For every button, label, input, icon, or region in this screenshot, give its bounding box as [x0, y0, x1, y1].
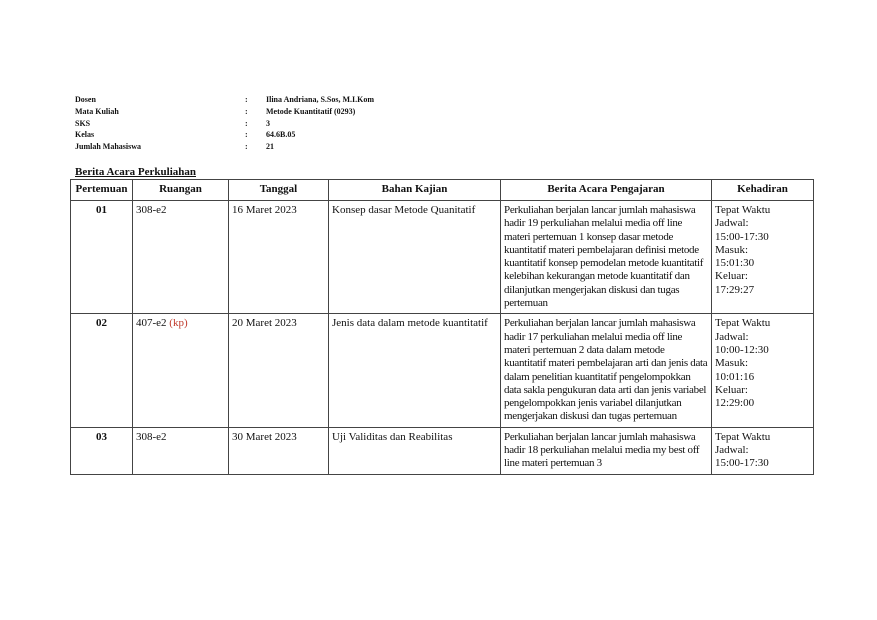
- info-colon: :: [245, 142, 248, 152]
- meeting-number: 02: [71, 314, 133, 427]
- report: Perkuliahan berjalan lancar jumlah mahasiswa hadir 17 perkuliahan melalui media off line materi pertemuan 2 data dalam metode kuantitatif materi pembelajaran arti dan jenis data dalam penelitian kuantitatif pengelompokkan data sakla pengukuran data arti dan jenis variabel pengelompokkan jenis variabel dilanjutkan mengerjakan diskusi dan tugas pertemuan: [501, 314, 712, 427]
- info-colon: :: [245, 106, 248, 116]
- checkin-label: Masuk:: [715, 243, 748, 256]
- info-row-kelas: [75, 129, 374, 141]
- attendance-cell: [712, 201, 814, 314]
- table-row: [71, 427, 814, 474]
- info-row-mata-kuliah: [75, 106, 374, 118]
- info-label: Kelas: [75, 130, 95, 140]
- attendance-table: [70, 179, 814, 475]
- topic: Konsep dasar Metode Quanitatif: [329, 201, 501, 314]
- room: 308-e2: [136, 204, 167, 216]
- schedule-label: Jadwal:: [715, 217, 749, 230]
- checkin-label: Masuk:: [715, 357, 748, 370]
- checkin-time: 10:01:16: [715, 370, 755, 383]
- room: 407-e2: [136, 317, 167, 330]
- schedule-time: 15:00-17:30: [715, 457, 769, 470]
- info-colon: :: [245, 118, 248, 128]
- room: 308-e2: [136, 430, 167, 443]
- schedule-time: 10:00-12:30: [715, 343, 769, 356]
- header-berita-acara: Berita Acara Pengajaran: [501, 180, 712, 201]
- info-colon: :: [245, 130, 248, 140]
- schedule-time: 15:00-17:30: [715, 230, 769, 243]
- date: 20 Maret 2023: [229, 314, 329, 427]
- info-row-sks: [75, 118, 374, 130]
- course-info: [75, 94, 374, 153]
- header-tanggal: Tanggal: [229, 180, 329, 201]
- info-value: 21: [266, 142, 274, 152]
- date: 30 Maret 2023: [229, 427, 329, 474]
- info-label: Jumlah Mahasiswa: [75, 142, 142, 152]
- schedule-label: Jadwal:: [715, 330, 749, 343]
- info-colon: :: [245, 95, 248, 104]
- info-label: Dosen: [75, 95, 96, 104]
- header-ruangan: Ruangan: [133, 180, 229, 201]
- info-value: 64.6B.05: [266, 130, 296, 140]
- info-label: SKS: [75, 118, 91, 128]
- info-label: Mata Kuliah: [75, 106, 119, 116]
- section-title: Berita Acara Perkuliahan: [75, 166, 196, 178]
- meeting-number: 01: [71, 201, 133, 314]
- header-kehadiran: Kehadiran: [712, 180, 814, 201]
- room-cell: [133, 314, 229, 427]
- header-pertemuan: Pertemuan: [71, 180, 133, 201]
- date: 16 Maret 2023: [229, 201, 329, 314]
- attendance-status: Tepat Waktu: [715, 204, 771, 216]
- info-row-jumlah-mahasiswa: [75, 141, 374, 153]
- info-row-dosen: [75, 94, 374, 106]
- checkin-time: 15:01:30: [715, 257, 755, 270]
- room-cell: [133, 201, 229, 314]
- schedule-label: Jadwal:: [715, 444, 749, 457]
- checkout-time: 12:29:00: [715, 397, 755, 410]
- attendance-status: Tepat Waktu: [715, 317, 771, 330]
- attendance-cell: [712, 314, 814, 427]
- info-value: Metode Kuantitatif (0293): [266, 106, 356, 116]
- attendance-cell: [712, 427, 814, 474]
- table-row: [71, 201, 814, 314]
- header-bahan-kajian: Bahan Kajian: [329, 180, 501, 201]
- room-cell: [133, 427, 229, 474]
- info-value: Ilina Andriana, S.Sos, M.I.Kom: [266, 95, 375, 104]
- checkout-time: 17:29:27: [715, 283, 755, 296]
- info-value: 3: [266, 118, 270, 128]
- topic: Uji Validitas dan Reabilitas: [329, 427, 501, 474]
- table-header-row: [71, 180, 814, 201]
- report: Perkuliahan berjalan lancar jumlah mahasiswa hadir 18 perkuliahan melalui media my best off line materi pertemuan 3: [501, 427, 712, 474]
- checkout-label: Keluar:: [715, 383, 748, 396]
- checkout-label: Keluar:: [715, 270, 748, 283]
- table-row: [71, 314, 814, 427]
- attendance-status: Tepat Waktu: [715, 430, 771, 443]
- meeting-number: 03: [71, 427, 133, 474]
- report: Perkuliahan berjalan lancar jumlah mahasiswa hadir 19 perkuliahan melalui media off line materi pertemuan 1 konsep dasar metode kuantitatif materi pembelajaran definisi metode kuantitatif konsep pemodelan metode kuantitatif kelebihan kekurangan metode kuantitatif dan dilanjutkan mengerjakan diskusi dan tugas pertemuan: [501, 201, 712, 314]
- room-note: (kp): [169, 317, 188, 330]
- topic: Jenis data dalam metode kuantitatif: [329, 314, 501, 427]
